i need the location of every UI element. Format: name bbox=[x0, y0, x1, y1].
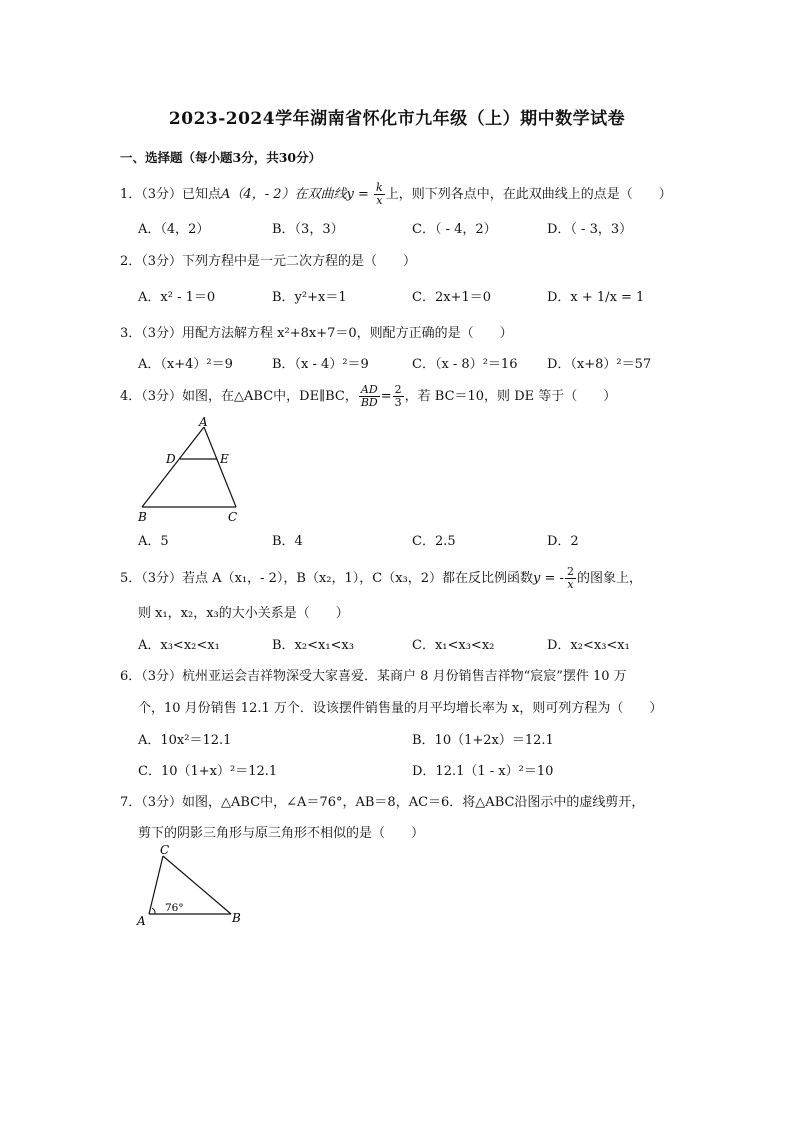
q1-eq: y = bbox=[346, 187, 374, 202]
question-1 bbox=[120, 182, 672, 207]
q4-label-d: D bbox=[166, 452, 176, 466]
section-heading: 一、选择题（每小题3分，共30分） bbox=[120, 150, 322, 165]
q1-option-a: A．（4，2） bbox=[138, 222, 210, 237]
q7-angle-arc bbox=[152, 908, 155, 914]
question-7: 7．（3分）如图，△ABC中，∠A＝76°，AB＝8，AC＝6．将△ABC沿图示中的虚线剪开， bbox=[120, 795, 645, 810]
q1-point: A（4，- 2）在双曲线 bbox=[221, 187, 347, 202]
q4-side-ac bbox=[204, 427, 236, 507]
q5-option-d: D．x₂<x₃<x₁ bbox=[547, 638, 630, 653]
q2-option-b: B．y²+x＝1 bbox=[272, 290, 347, 305]
q4-ratio-den: BD bbox=[360, 396, 378, 409]
q3-option-c: C．（x - 8）²＝16 bbox=[412, 357, 518, 372]
q2-option-c: C．2x+1＝0 bbox=[412, 290, 491, 305]
q4-triangle-figure bbox=[130, 415, 250, 527]
q4-option-a: A．5 bbox=[138, 534, 169, 549]
q3-option-b: B．（x - 4）²＝9 bbox=[272, 357, 369, 372]
q5-stem: 5．（3分）若点 A（x₁，- 2），B（x₂，1），C（x₃，2）都在反比例函数 bbox=[120, 571, 534, 586]
question-6: 6．（3分）杭州亚运会吉祥物深受大家喜爱．某商户 8 月份销售吉祥物“宸宸”摆件 10 万 bbox=[120, 669, 627, 684]
question-5 bbox=[120, 566, 642, 591]
q1-option-c: C．（ - 4，2） bbox=[412, 222, 497, 237]
q4-ratio bbox=[359, 384, 380, 409]
q7-label-b: B bbox=[232, 911, 241, 925]
q2-option-a: A．x² - 1＝0 bbox=[138, 290, 216, 305]
q4-value-num: 2 bbox=[394, 383, 402, 396]
q5-fraction bbox=[565, 566, 576, 591]
q3-option-a: A．（x+4）²＝9 bbox=[138, 357, 233, 372]
q6-option-a: A．10x²＝12.1 bbox=[138, 733, 232, 748]
q5-func: y = - bbox=[533, 571, 564, 586]
q6-option-b: B．10（1+2x）＝12.1 bbox=[412, 733, 554, 748]
q4-option-d: D．2 bbox=[547, 534, 579, 549]
q4-label-b: B bbox=[138, 510, 147, 524]
q7-line-2: 剪下的阴影三角形与原三角形不相似的是（ ） bbox=[138, 826, 425, 841]
q7-label-c: C bbox=[160, 843, 170, 857]
q5-frac-num: 2 bbox=[566, 565, 574, 578]
q6-option-d: D．12.1（1 - x）²＝10 bbox=[412, 764, 554, 779]
q4-ratio-value bbox=[393, 384, 404, 409]
q5-stem-end: 的图象上， bbox=[576, 571, 642, 586]
question-4 bbox=[120, 384, 616, 409]
q4-label-e: E bbox=[220, 452, 229, 466]
q2-option-d: D．x + 1/x = 1 bbox=[547, 290, 645, 305]
q1-option-b: B．（3，3） bbox=[272, 222, 344, 237]
page-title: 2023-2024学年湖南省怀化市九年级（上）期中数学试卷 bbox=[168, 109, 626, 129]
q7-side-ac bbox=[149, 856, 163, 914]
q5-option-b: B．x₂<x₁<x₃ bbox=[272, 638, 354, 653]
q7-label-a: A bbox=[137, 914, 146, 928]
q5-option-c: C．x₁<x₃<x₂ bbox=[412, 638, 495, 653]
q4-stem-b: ，若 BC＝10，则 DE 等于（ ） bbox=[404, 389, 617, 404]
q3-option-d: D．（x+8）²＝57 bbox=[547, 357, 652, 372]
q7-triangle-figure bbox=[133, 842, 253, 932]
q4-eq: = bbox=[380, 389, 392, 404]
q1-frac-den: x bbox=[376, 194, 383, 207]
q1-option-d: D．（ - 3，3） bbox=[547, 222, 633, 237]
q4-label-c: C bbox=[228, 510, 238, 524]
q4-side-ab bbox=[142, 427, 204, 507]
q4-value-den: 3 bbox=[394, 396, 402, 409]
q1-fraction bbox=[374, 182, 385, 207]
q5-option-a: A．x₃<x₂<x₁ bbox=[138, 638, 220, 653]
q4-label-a: A bbox=[199, 415, 208, 429]
q4-ratio-num: AD bbox=[360, 383, 378, 396]
q6-line-2: 个，10 月份销售 12.1 万个．设该摆件销售量的月平均增长率为 x，则可列方程为（ ） bbox=[138, 701, 663, 716]
question-2: 2．（3分）下列方程中是一元二次方程的是（ ） bbox=[120, 254, 417, 269]
q7-angle-label: 76° bbox=[165, 902, 184, 914]
q4-option-b: B．4 bbox=[272, 534, 303, 549]
q1-suffix: 上，则下列各点中，在此双曲线上的点是（ ） bbox=[385, 187, 672, 202]
q5-line-2: 则 x₁，x₂，x₃的大小关系是（ ） bbox=[138, 606, 349, 621]
q1-prefix: 1．（3分）已知点 bbox=[120, 187, 222, 202]
q6-option-c: C．10（1+x）²＝12.1 bbox=[138, 764, 278, 779]
q4-option-c: C．2.5 bbox=[412, 534, 456, 549]
q1-frac-num: k bbox=[376, 181, 383, 194]
question-3: 3．（3分）用配方法解方程 x²+8x+7＝0，则配方正确的是（ ） bbox=[120, 326, 513, 341]
q4-stem-a: 4．（3分）如图，在△ABC中，DE∥BC， bbox=[120, 389, 358, 404]
q5-frac-den: x bbox=[567, 578, 574, 591]
